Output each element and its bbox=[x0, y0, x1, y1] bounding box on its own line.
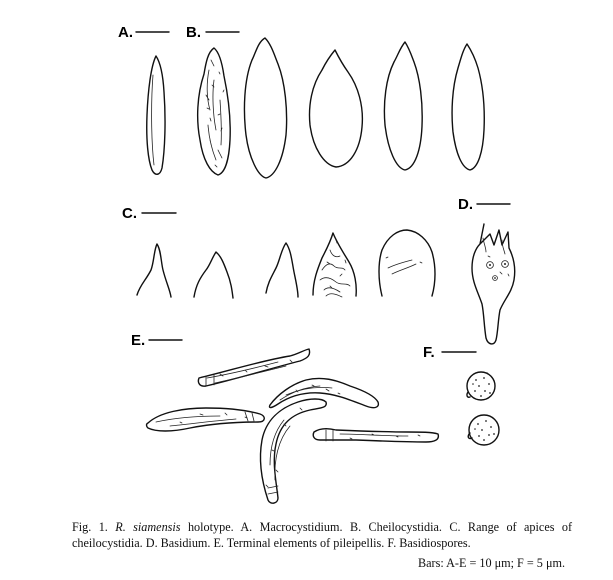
cheilocystidium-3-drawing bbox=[310, 50, 363, 167]
cheilocystidium-1-drawing bbox=[198, 48, 231, 175]
cheilocystidium-5-drawing bbox=[452, 44, 484, 170]
pileipellis-element-4-drawing bbox=[260, 399, 326, 503]
apex-4-drawing bbox=[313, 233, 356, 297]
macrocystidium-drawing bbox=[147, 56, 165, 174]
panel-label-a: A. bbox=[118, 24, 133, 41]
panel-label-d: D. bbox=[458, 196, 473, 213]
panel-label-e: E. bbox=[131, 332, 146, 349]
caption-text: holotype. A. Macrocystidium. B. Cheilocystidia. C. Range of apices of cheilocystidia. D. Basidium. E. Terminal elements of pileipellis. F. Basidiospores. bbox=[72, 520, 573, 550]
figure-caption bbox=[72, 519, 572, 551]
caption-fig-label: Fig. 1. bbox=[72, 520, 108, 534]
basidiospore-2-drawing bbox=[468, 415, 499, 445]
panel-label-f: F. bbox=[423, 344, 435, 361]
apex-3-drawing bbox=[266, 243, 298, 297]
basidium-drawing bbox=[472, 224, 515, 344]
panel-label-b: B. bbox=[186, 24, 201, 41]
pileipellis-element-3-drawing bbox=[147, 408, 265, 431]
apex-1-drawing bbox=[137, 244, 171, 297]
basidiospore-1-drawing bbox=[467, 372, 495, 400]
panel-label-c: C. bbox=[122, 205, 137, 222]
pileipellis-element-5-drawing bbox=[313, 429, 438, 442]
pileipellis-element-2-drawing bbox=[269, 378, 378, 407]
apex-2-drawing bbox=[194, 252, 233, 298]
pileipellis-element-1-drawing bbox=[198, 349, 309, 386]
scale-bar-legend: Bars: A-E = 10 μm; F = 5 μm. bbox=[418, 556, 565, 570]
caption-species: R. siamensis bbox=[115, 520, 181, 534]
apex-5-drawing bbox=[379, 230, 435, 296]
cheilocystidium-4-drawing bbox=[384, 42, 422, 170]
cheilocystidium-2-drawing bbox=[244, 38, 286, 178]
